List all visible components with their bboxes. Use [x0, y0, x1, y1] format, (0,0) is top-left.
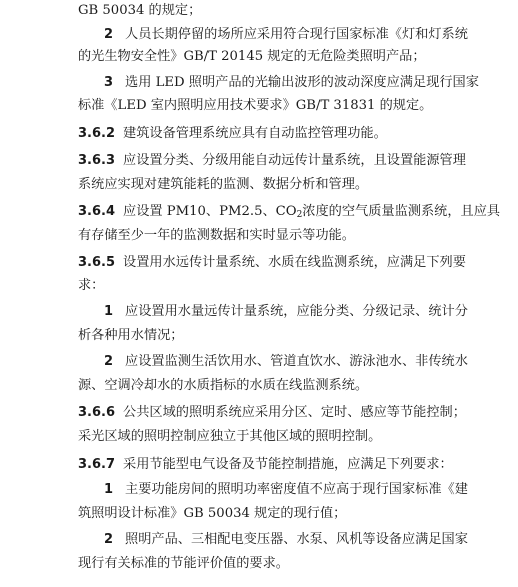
- clause-3-6-2: 3.6.2 建筑设备管理系统应具有自动监控管理功能。: [78, 126, 387, 141]
- list-item: 1 应设置用水量远传计量系统，应能分类、分级记录、统计分: [104, 304, 468, 319]
- text-line: 采光区域的照明控制应独立于其他区域的照明控制。: [78, 429, 382, 444]
- text-line: 筑照明设计标准》GB 50034 规定的现行值；: [78, 506, 347, 521]
- text-line: 求：: [78, 278, 105, 293]
- clause-3-6-7: 3.6.7 采用节能型电气设备及节能控制措施，应满足下列要求：: [78, 457, 453, 472]
- text-line: 的光生物安全性》GB/T 20145 规定的无危险类照明产品；: [78, 49, 426, 64]
- item-number: 3: [104, 75, 114, 90]
- text-line: 现行有关标准的节能评价值的要求。: [78, 556, 289, 571]
- text-line: 有存储至少一年的监测数据和实时显示等功能。: [78, 228, 355, 243]
- list-item: 2 照明产品、三相配电变压器、水泵、风机等设备应满足国家: [104, 532, 468, 547]
- list-item: 3 选用 LED 照明产品的光输出波形的波动深度应满足现行国家: [104, 75, 479, 90]
- text-line: 析各种用水情况；: [78, 328, 184, 343]
- clause-number: 3.6.2: [78, 126, 116, 141]
- item-number: 2: [104, 27, 114, 42]
- clause-number: 3.6.5: [78, 255, 116, 270]
- list-item: 2 应设置监测生活饮用水、管道直饮水、游泳池水、非传统水: [104, 354, 468, 369]
- clause-3-6-4: 3.6.4 应设置 PM10、PM2.5、$CO_2$浓度的空气质量监测系统，且应具: [78, 204, 501, 220]
- clause-number: 3.6.3: [78, 153, 116, 168]
- clause-3-6-3: 3.6.3 应设置分类、分级用能自动远传计量系统，且设置能源管理: [78, 153, 466, 168]
- clause-number: 3.6.4: [78, 204, 116, 219]
- item-number: 2: [104, 532, 114, 547]
- item-number: 1: [104, 482, 114, 497]
- text-line: 系统应实现对建筑能耗的监测、数据分析和管理。: [78, 177, 369, 192]
- clause-number: 3.6.6: [78, 405, 116, 420]
- clause-number: 3.6.7: [78, 457, 116, 472]
- item-number: 2: [104, 354, 114, 369]
- text-line: GB 50034 的规定；: [78, 3, 202, 18]
- clause-3-6-6: 3.6.6 公共区域的照明系统应采用分区、定时、感应等节能控制；: [78, 405, 466, 420]
- item-number: 1: [104, 304, 114, 319]
- clause-3-6-5: 3.6.5 设置用水远传计量系统、水质在线监测系统，应满足下列要: [78, 255, 466, 270]
- list-item: 2 人员长期停留的场所应采用符合现行国家标准《灯和灯系统: [104, 27, 468, 42]
- list-item: 1 主要功能房间的照明功率密度值不应高于现行国家标准《建: [104, 482, 468, 497]
- text-line: 源、空调冷却水的水质指标的水质在线监测系统。: [78, 378, 369, 393]
- text-line: 标准《LED 室内照明应用技术要求》GB/T 31831 的规定。: [78, 98, 433, 113]
